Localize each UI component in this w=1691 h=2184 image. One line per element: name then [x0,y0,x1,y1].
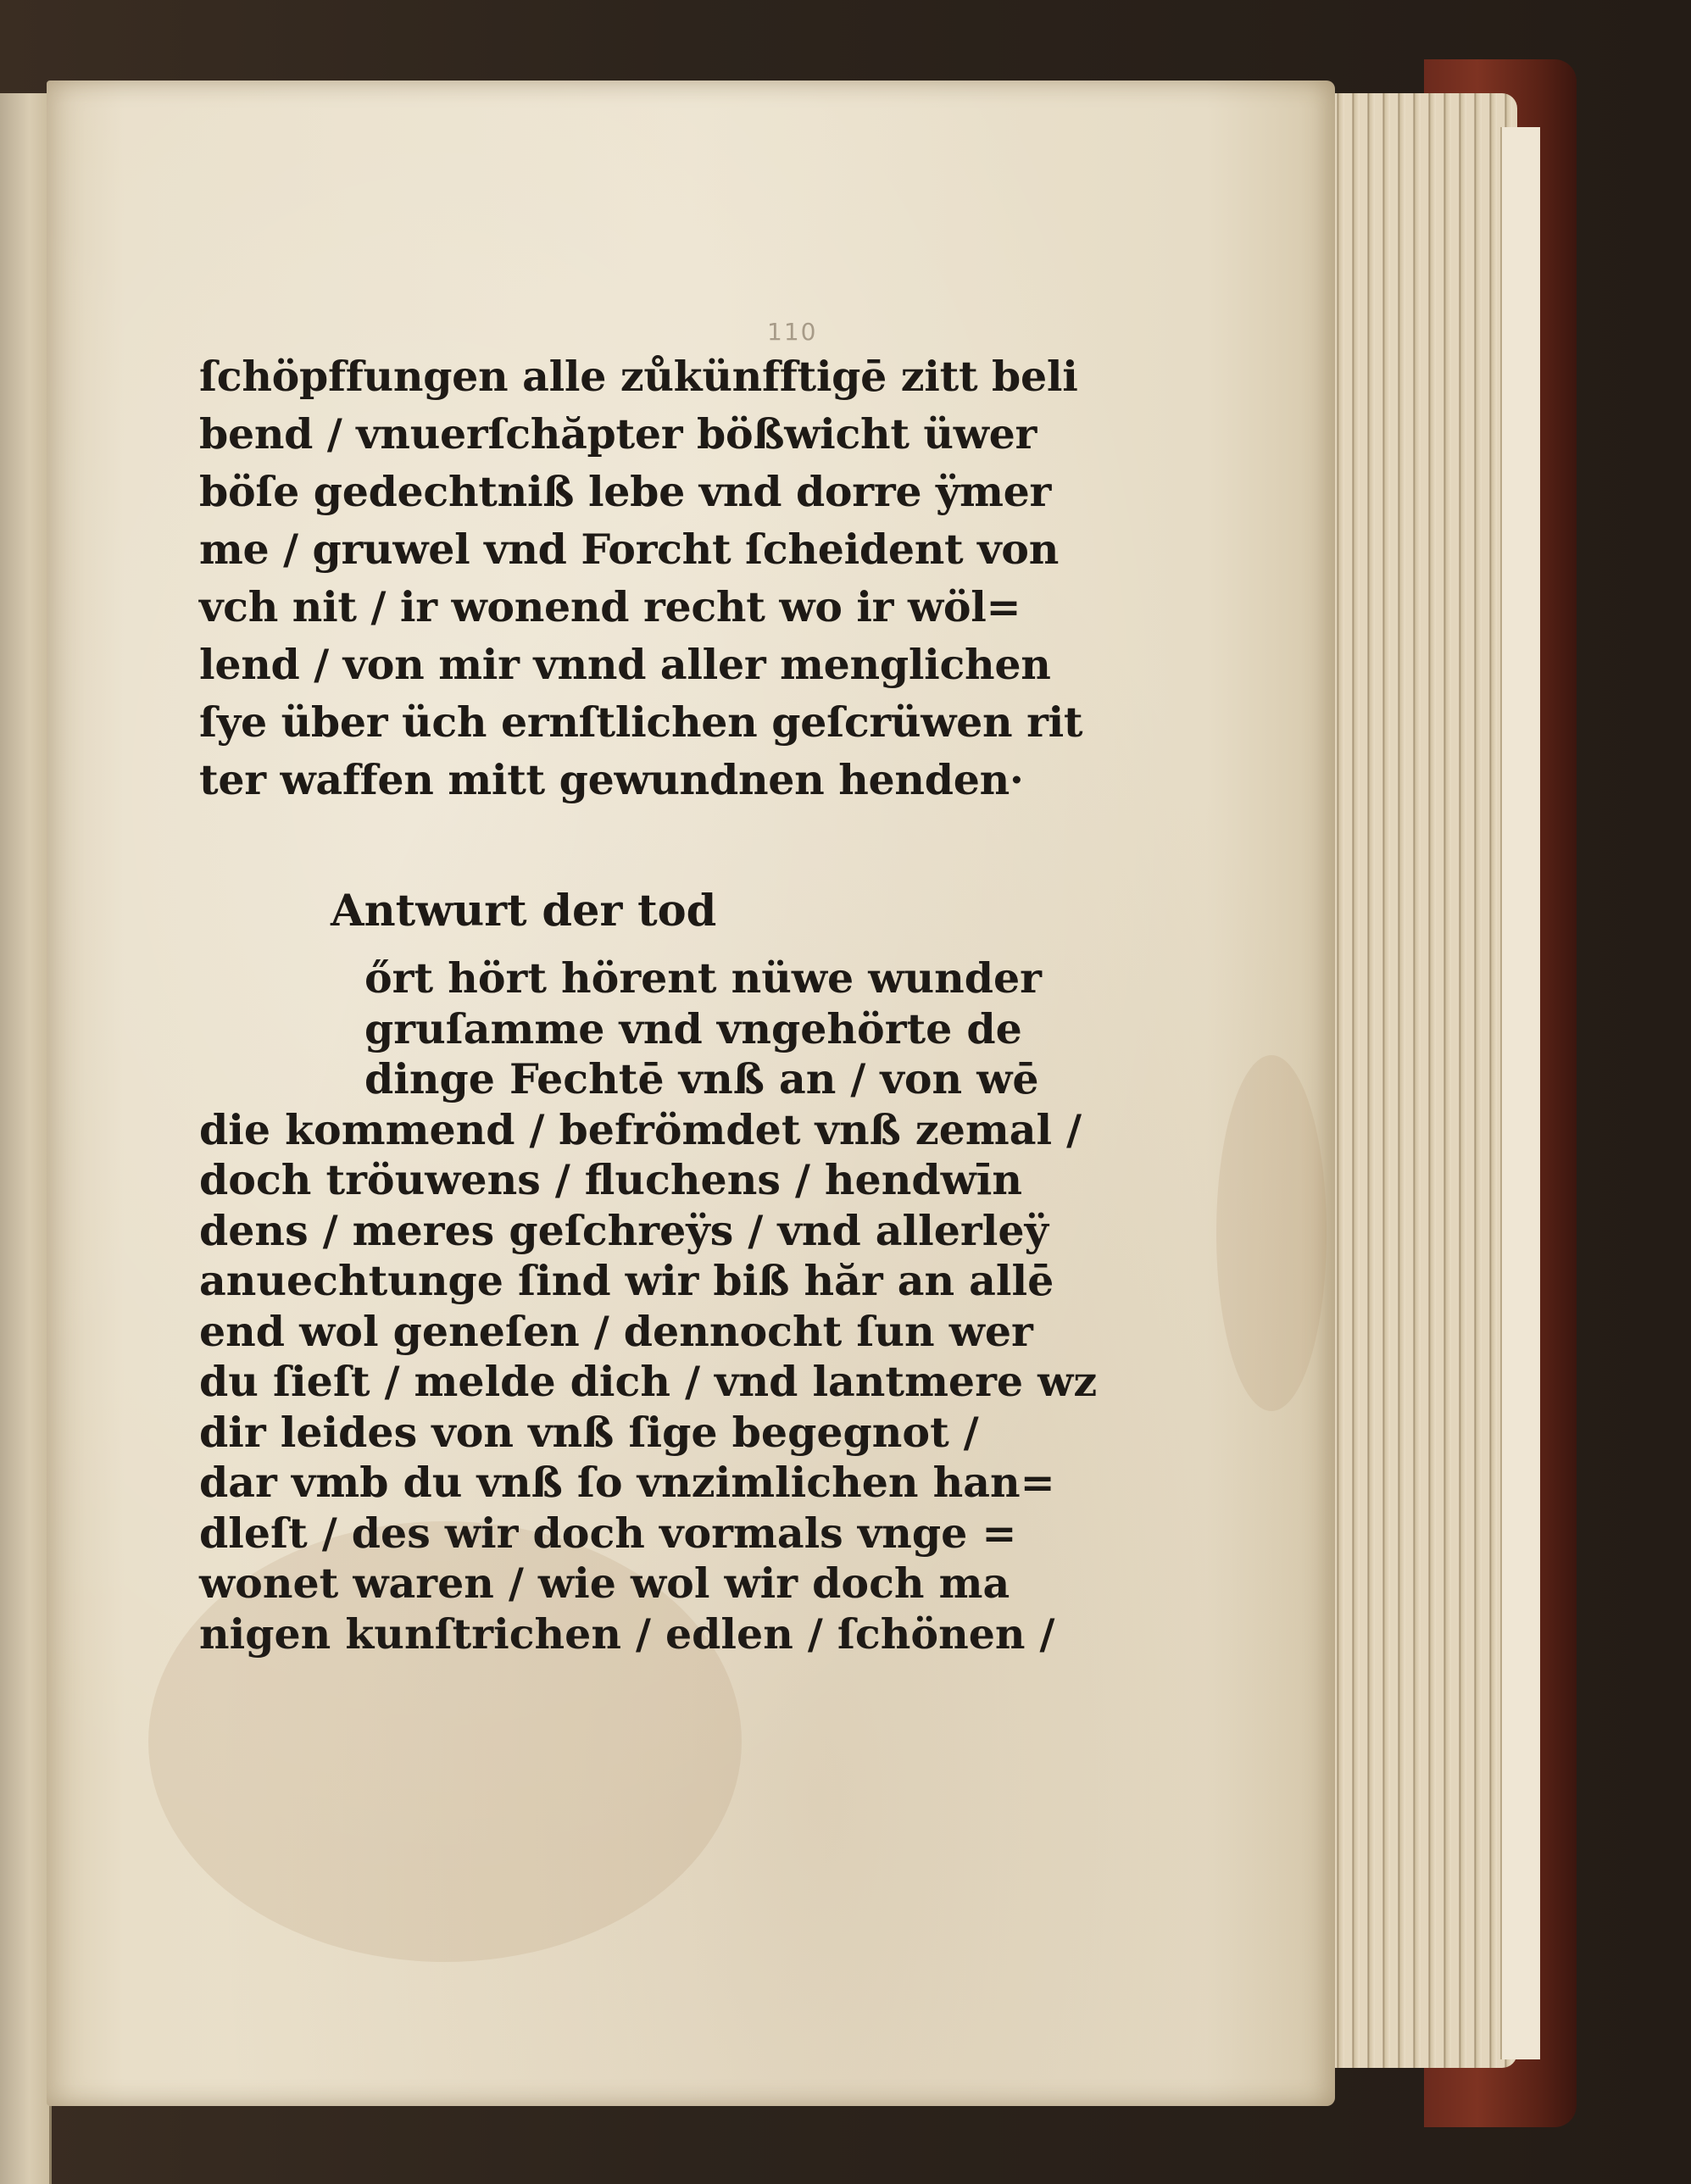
text-line: böſe gedechtniß lebe vnd dorre ÿmer [199,467,1052,516]
text-section-2 [199,953,1098,1659]
text-line: ter waffen mitt gewundnen henden· [199,755,1024,804]
text-line: me / gruwel vnd Forcht ſcheident von [199,525,1060,574]
text-line: lend / von mir vnnd aller menglichen [199,640,1051,689]
previous-page-edge [0,93,52,2184]
text-line: őrt hört hörent nüwe wunder [364,953,1042,1003]
text-line: bend / vnuerſchăpter bößwicht üwer [199,409,1037,458]
text-line: doch tröuwens / fluchens / hendwīn [199,1155,1023,1204]
text-line: vch nit / ir wonend recht wo ir wöl= [199,582,1021,631]
page-stain [1216,1055,1327,1411]
page-edges [1314,93,1517,2068]
text-line: du ſieſt / melde dich / vnd lantmere wz [199,1357,1098,1406]
text-line: dar vmb du vnß ſo vnzimlichen han= [199,1458,1055,1507]
text-line: dens / meres geſchreÿs / vnd allerleÿ [199,1205,1049,1255]
text-line: end wol geneſen / dennocht ſun wer [199,1306,1033,1356]
book-page [47,81,1335,2106]
text-line: gruſamme vnd vngehörte de [364,1003,1022,1053]
text-line: wonet waren / wie wol wir doch ma [199,1559,1010,1608]
inner-page-edges [1500,127,1540,2059]
text-line: dinge Fechtē vnß an / von wē [364,1054,1039,1103]
text-line: ſye über üch ernſtlichen geſcrüwen rit [199,697,1083,747]
text-line: nigen kunſtrichen / edlen / ſchönen / [199,1609,1055,1659]
text-line: anuechtunge ſind wir biß hăr an allē [199,1256,1054,1305]
folio-number: 110 [767,318,818,346]
text-line: dleſt / des wir doch vormals vnge = [199,1508,1017,1558]
text-line: dir leides von vnß ſige begegnot / [199,1407,979,1457]
text-section-1 [199,347,1081,809]
text-line: ſchöpffungen alle zůkünfftigē zitt beli [199,352,1078,401]
section-heading: Antwurt der tod [331,886,717,936]
text-line: die kommend / befrömdet vnß zemal / [199,1104,1082,1154]
